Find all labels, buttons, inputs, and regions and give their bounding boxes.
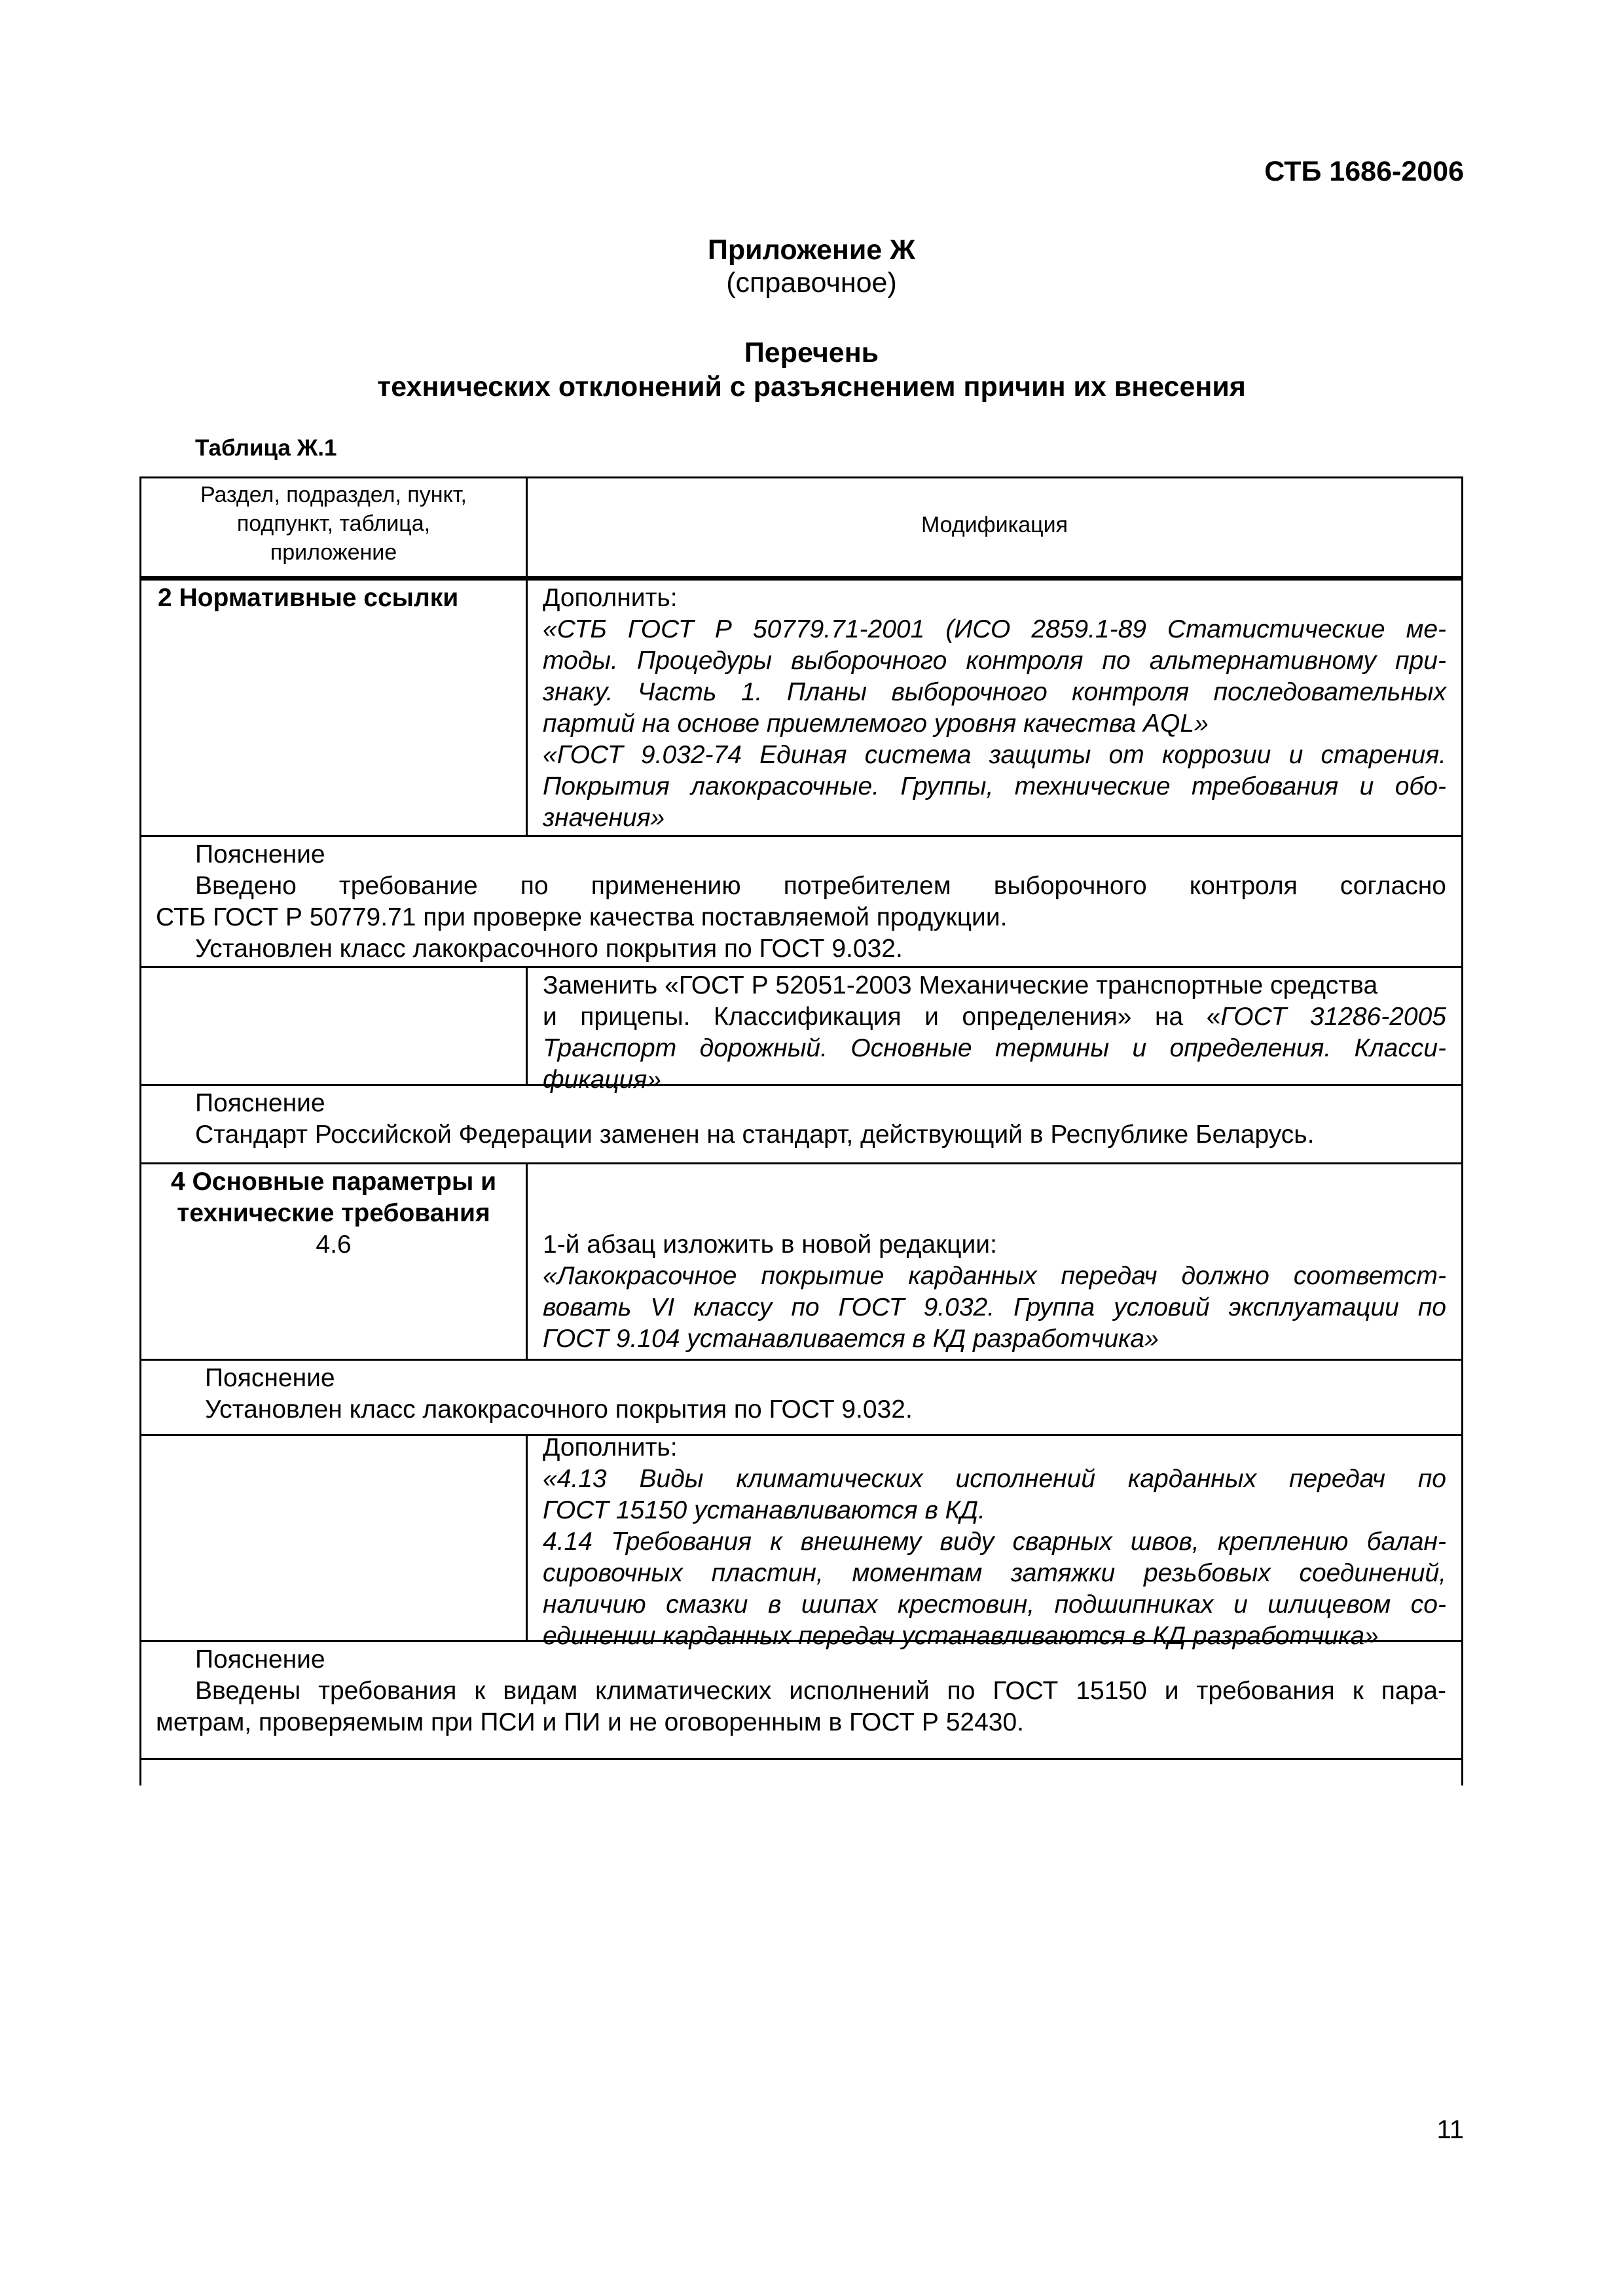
row-separator [139,1162,1463,1164]
clause-number: 4.6 [316,1230,352,1259]
modifications-table [139,476,1463,1785]
table-border-left [139,476,141,1785]
table-border-top [139,476,1463,478]
column-header-modification: Модификация [921,512,1068,537]
row-separator [139,1359,1463,1361]
list-title: Перечень [744,337,879,368]
column-divider [526,967,528,1085]
header-separator [139,576,1463,581]
row-separator [139,1758,1463,1760]
appendix-title: Приложение Ж [707,234,916,266]
document-code: СТБ 1686-2006 [1264,156,1464,187]
table-border-right [1461,476,1463,1785]
page-number: 11 [1436,2115,1464,2144]
section-main-parameters: 4 Основные параметры и технические требования [170,1168,497,1227]
row-separator [139,835,1463,837]
explanation-3: Пояснение Установлен класс лакокрасочного покрытия по ГОСТ 9.032. [205,1364,913,1424]
row-separator [139,966,1463,968]
modification-row4: Дополнить: «4.13 Виды климатических исполнений карданных передач по ГОСТ 15150 устанавливаются в КД. 4.14 Требования к внешнему виду сварных швов, креплению балан- сировочных пластин, моментам затяжки резьбовых соединений, наличию смазки в шипах крестовин, подшипниках и шлицевом со- единении карданных передач устанавливаются в КД разработчика» [543,1433,1446,1650]
list-subtitle: технических отклонений с разъяснением причин их внесения [377,371,1246,403]
section-normative-references: 2 Нормативные ссылки [158,584,459,612]
explanation-1: Пояснение Введено требование по применению потребителем выборочного контроля согласно СТБ ГОСТ Р 50779.71 при проверке качества поставляемой продукции. Установлен класс лакокрасочного покрытия по ГОСТ 9.032. [156,840,1446,963]
appendix-subtitle: (справочное) [726,267,897,298]
column-divider [526,1435,528,1641]
modification-row3: 1-й абзац изложить в новой редакции: «Лакокрасочное покрытие карданных передач должно соответст- вовать VI классу по ГОСТ 9.032. Группа условий эксплуатации по ГОСТ 9.104 устанавливается в КД разработчика» [543,1230,1446,1353]
explanation-2: Пояснение Стандарт Российской Федерации заменен на стандарт, действующий в Республике Беларусь. [195,1089,1315,1149]
explanation-4: Пояснение Введены требования к видам климатических исполнений по ГОСТ 15150 и требования к пара- метрам, проверяемым при ПСИ и ПИ и не оговоренным в ГОСТ Р 52430. [156,1645,1446,1736]
modification-row2: Заменить «ГОСТ Р 52051-2003 Механические транспортные средства и прицепы. Классификация и определения» на «ГОСТ 31286-2005 Транспорт дорожный. Основные термины и определения. Класси- фикация» [543,971,1446,1094]
column-header-section: Раздел, подраздел, пункт, подпункт, таблица, приложение [200,482,467,565]
table-label: Таблица Ж.1 [195,435,337,461]
modification-row1: Дополнить: «СТБ ГОСТ Р 50779.71-2001 (ИСО 2859.1-89 Статистические ме- тоды. Процедуры выборочного контроля по альтернативному при- знаку. Часть 1. Планы выборочного контроля последовательных партий на основе приемлемого уровня качества AQL» «ГОСТ 9.032-74 Единая система защиты от коррозии и старения. Покрытия лакокрасочные. Группы, технические требования и обо- значения» [543,584,1446,832]
column-divider [526,1164,528,1360]
